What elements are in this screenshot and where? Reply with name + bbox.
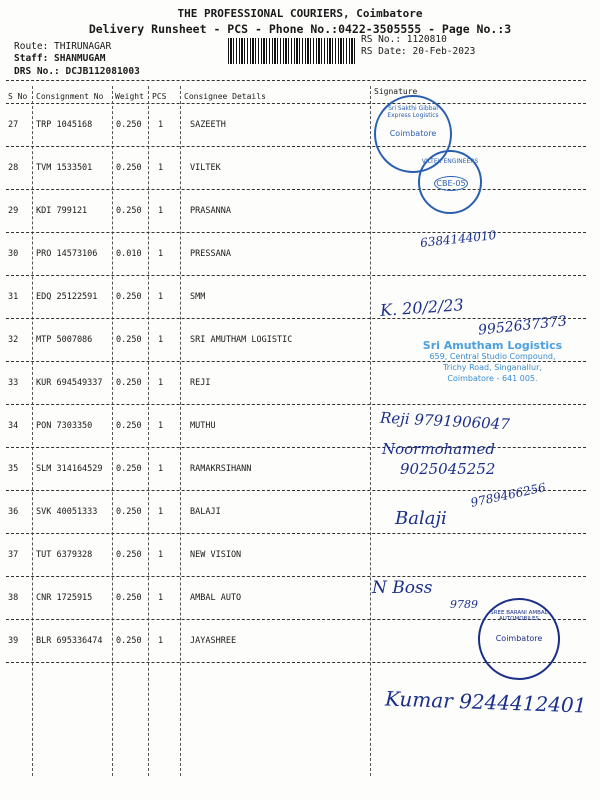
col-weight-header: Weight xyxy=(115,92,144,101)
cell-weight: 0.250 xyxy=(116,120,142,130)
viltek-stamp xyxy=(418,150,482,214)
barcode xyxy=(228,38,356,64)
cell-consignment: SLM 314164529 xyxy=(36,464,103,474)
cell-sno: 36 xyxy=(8,507,19,517)
handwritten-signature-r37: N Boss xyxy=(372,578,433,598)
cell-consignment: TRP 1045168 xyxy=(36,120,93,130)
table-row xyxy=(0,120,600,134)
cell-consignee: SRI AMUTHAM LOGISTIC xyxy=(190,335,293,345)
cell-consignment: CNR 1725915 xyxy=(36,593,93,603)
cell-weight: 0.250 xyxy=(116,378,142,388)
cell-weight: 0.250 xyxy=(116,163,142,173)
cell-sno: 37 xyxy=(8,550,19,560)
cell-sno: 30 xyxy=(8,249,19,259)
row-divider xyxy=(6,275,586,276)
cell-consignment: TVM 1533501 xyxy=(36,163,93,173)
cell-weight: 0.250 xyxy=(116,593,142,603)
ambal-stamp xyxy=(478,598,560,680)
cell-consignment: KUR 694549337 xyxy=(36,378,103,388)
ambal-stamp-text: SREE BARANI AMBAL AUTOMOBILES xyxy=(490,610,548,622)
cell-consignment: MTP 5007086 xyxy=(36,335,93,345)
handwritten-signature-r31: K. 20/2/23 xyxy=(379,295,465,320)
cell-consignee: AMBAL AUTO xyxy=(190,593,242,603)
cell-sno: 33 xyxy=(8,378,19,388)
ambal-stamp-city: Coimbatore xyxy=(495,634,543,643)
handwritten-signature-r39: Kumar 9244412401 xyxy=(384,686,587,718)
cell-pcs: 1 xyxy=(158,550,164,560)
rs-no-label: RS No.: 1120810 xyxy=(361,34,447,45)
cell-consignee: PRESSANA xyxy=(190,249,231,259)
cell-pcs: 1 xyxy=(158,206,164,216)
cell-sno: 34 xyxy=(8,421,19,431)
table-row xyxy=(0,507,600,521)
handwritten-signature-r34: Reji 9791906047 xyxy=(379,408,511,434)
cell-sno: 35 xyxy=(8,464,19,474)
gibbal-stamp-city: Coimbatore xyxy=(389,129,437,138)
cell-weight: 0.250 xyxy=(116,421,142,431)
table-row xyxy=(0,292,600,306)
cell-consignment: EDQ 25122591 xyxy=(36,292,98,302)
cell-consignee: PRASANNA xyxy=(190,206,231,216)
col-consignee-header: Consignee Details xyxy=(184,92,266,101)
row-divider xyxy=(6,189,586,190)
row-divider xyxy=(6,447,586,448)
cell-pcs: 1 xyxy=(158,292,164,302)
cell-consignee: SAZEETH xyxy=(190,120,226,130)
cell-pcs: 1 xyxy=(158,421,164,431)
cell-weight: 0.250 xyxy=(116,550,142,560)
cell-sno: 39 xyxy=(8,636,19,646)
company-title: THE PROFESSIONAL COURIERS, Coimbatore xyxy=(177,7,423,20)
cell-consignee: RAMAKRSIHANN xyxy=(190,464,252,474)
col-sno-header: S No xyxy=(8,92,28,101)
row-divider xyxy=(6,576,586,577)
cell-pcs: 1 xyxy=(158,163,164,173)
amutham-stamp xyxy=(405,340,580,384)
amutham-stamp-title: Sri Amutham Logistics xyxy=(422,339,563,352)
cell-pcs: 1 xyxy=(158,464,164,474)
cell-consignment: TUT 6379328 xyxy=(36,550,93,560)
handwritten-phone-r30: 6384144010 xyxy=(419,228,497,250)
cell-pcs: 1 xyxy=(158,120,164,130)
cell-pcs: 1 xyxy=(158,335,164,345)
cell-pcs: 1 xyxy=(158,507,164,517)
cell-weight: 0.010 xyxy=(116,249,142,259)
cell-consignment: SVK 40051333 xyxy=(36,507,98,517)
cell-consignee: JAYASHREE xyxy=(190,636,237,646)
drs-label: DRS No.: DCJB112081003 xyxy=(14,66,140,77)
cell-consignee: REJI xyxy=(190,378,211,388)
cell-consignment: PRO 14573106 xyxy=(36,249,98,259)
col-pcs-header: PCS xyxy=(152,92,167,101)
gibbal-stamp-text: Sri Sakthi Gibbal Express Logistics xyxy=(387,105,439,119)
cell-weight: 0.250 xyxy=(116,335,142,345)
row-divider xyxy=(6,232,586,233)
cell-consignment: KDI 799121 xyxy=(36,206,88,216)
cell-consignee: NEW VISION xyxy=(190,550,242,560)
row-divider xyxy=(6,533,586,534)
cell-weight: 0.250 xyxy=(116,292,142,302)
col-signature-header: Signature xyxy=(374,87,418,96)
row-divider xyxy=(6,146,586,147)
cell-sno: 32 xyxy=(8,335,19,345)
table-row xyxy=(0,550,600,564)
handwritten-phone-r35: 9789466256 xyxy=(469,480,547,510)
table-row xyxy=(0,163,600,177)
viltek-stamp-text: VILTEK ENGINEERS xyxy=(421,158,479,165)
cell-pcs: 1 xyxy=(158,249,164,259)
table-row xyxy=(0,421,600,435)
cell-consignee: BALAJI xyxy=(190,507,221,517)
handwritten-signature-r36: Balaji xyxy=(395,508,447,529)
cell-consignment: BLR 695336474 xyxy=(36,636,103,646)
row-divider xyxy=(6,404,586,405)
col-consignment-header: Consignment No xyxy=(36,92,104,101)
cell-pcs: 1 xyxy=(158,636,164,646)
handwritten-phone-r34: 9025045252 xyxy=(400,460,496,478)
cell-pcs: 1 xyxy=(158,593,164,603)
table-row xyxy=(0,464,600,478)
cell-sno: 31 xyxy=(8,292,19,302)
amutham-stamp-line1: 659, Central Studio Compound, xyxy=(429,352,556,361)
viltek-stamp-code: CBE-05 xyxy=(434,176,468,191)
divider xyxy=(6,103,586,104)
cell-weight: 0.250 xyxy=(116,507,142,517)
cell-consignee: SMM xyxy=(190,292,206,302)
row-divider xyxy=(6,318,586,319)
cell-sno: 29 xyxy=(8,206,19,216)
cell-consignee: VILTEK xyxy=(190,163,221,173)
handwritten-phone-r38: 9789 xyxy=(450,598,478,611)
amutham-stamp-line3: Coimbatore - 641 005. xyxy=(447,374,538,383)
staff-label: Staff: SHANMUGAM xyxy=(14,53,106,64)
cell-weight: 0.250 xyxy=(116,464,142,474)
cell-sno: 38 xyxy=(8,593,19,603)
cell-sno: 27 xyxy=(8,120,19,130)
rs-date-label: RS Date: 20-Feb-2023 xyxy=(361,46,476,57)
route-label: Route: THIRUNAGAR xyxy=(14,41,112,52)
cell-consignment: PON 7303350 xyxy=(36,421,93,431)
cell-pcs: 1 xyxy=(158,378,164,388)
divider xyxy=(6,80,586,81)
cell-weight: 0.250 xyxy=(116,636,142,646)
runsheet-subtitle: Delivery Runsheet - PCS - Phone No.:0422-3505555 - Page No.:3 xyxy=(88,22,512,36)
amutham-stamp-line2: Trichy Road, Singanallur, xyxy=(443,363,542,372)
table-row xyxy=(0,206,600,220)
cell-weight: 0.250 xyxy=(116,206,142,216)
cell-sno: 28 xyxy=(8,163,19,173)
table-row xyxy=(0,249,600,263)
cell-consignee: MUTHU xyxy=(190,421,216,431)
handwritten-name-r34: Noormohamed xyxy=(382,440,495,458)
handwritten-phone-r31: 9952637373 xyxy=(477,313,568,339)
